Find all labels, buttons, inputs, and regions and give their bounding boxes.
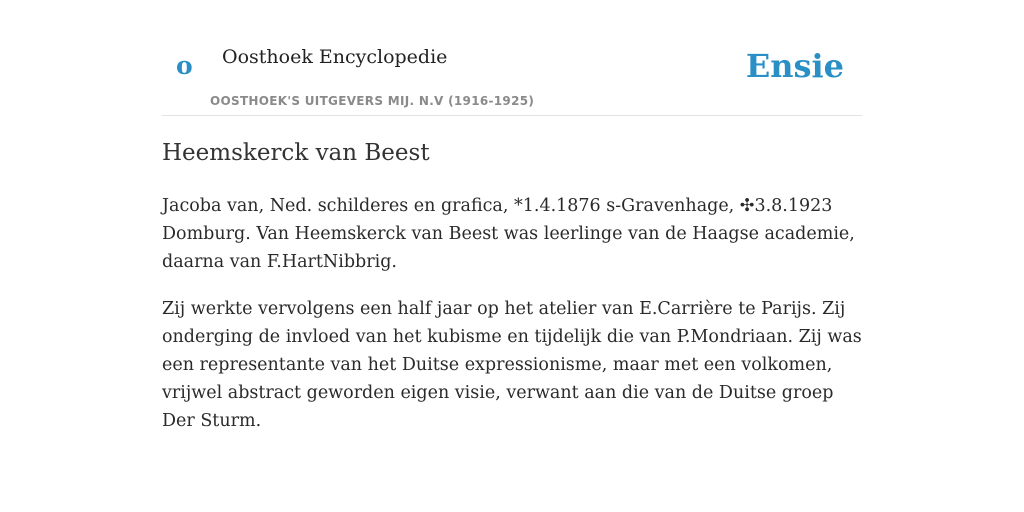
site-title[interactable]: Oosthoek Encyclopedie <box>222 46 448 68</box>
brand-logo-link[interactable]: Ensie <box>745 47 844 85</box>
entry-title: Heemskerck van Beest <box>162 140 430 166</box>
site-header <box>162 0 862 116</box>
publisher-label: OOSTHOEK'S UITGEVERS MIJ. N.V (1916-1925) <box>210 94 535 108</box>
entry-body <box>162 192 862 454</box>
entry-paragraph: Zij werkte vervolgens een half jaar op het atelier van E.Carrière te Parijs. Zij onderging de invloed van het kubisme en tijdelijk die van P.Mondriaan. Zij was een representante van het Duitse expressionisme, maar met een volkomen, vrijwel abstract geworden eigen visie, verwant aan die van de Duitse groep Der Sturm. <box>162 299 862 431</box>
entry-paragraph: Jacoba van, Ned. schilderes en grafica, *1.4.1876 s-Gravenhage, ✣3.8.1923 Domburg. Van Heemskerck van Beest was leerlinge van de Haagse academie, daarna van F.HartNibbrig. <box>162 196 855 272</box>
site-logo[interactable]: o <box>176 51 193 80</box>
page-container <box>162 0 862 431</box>
